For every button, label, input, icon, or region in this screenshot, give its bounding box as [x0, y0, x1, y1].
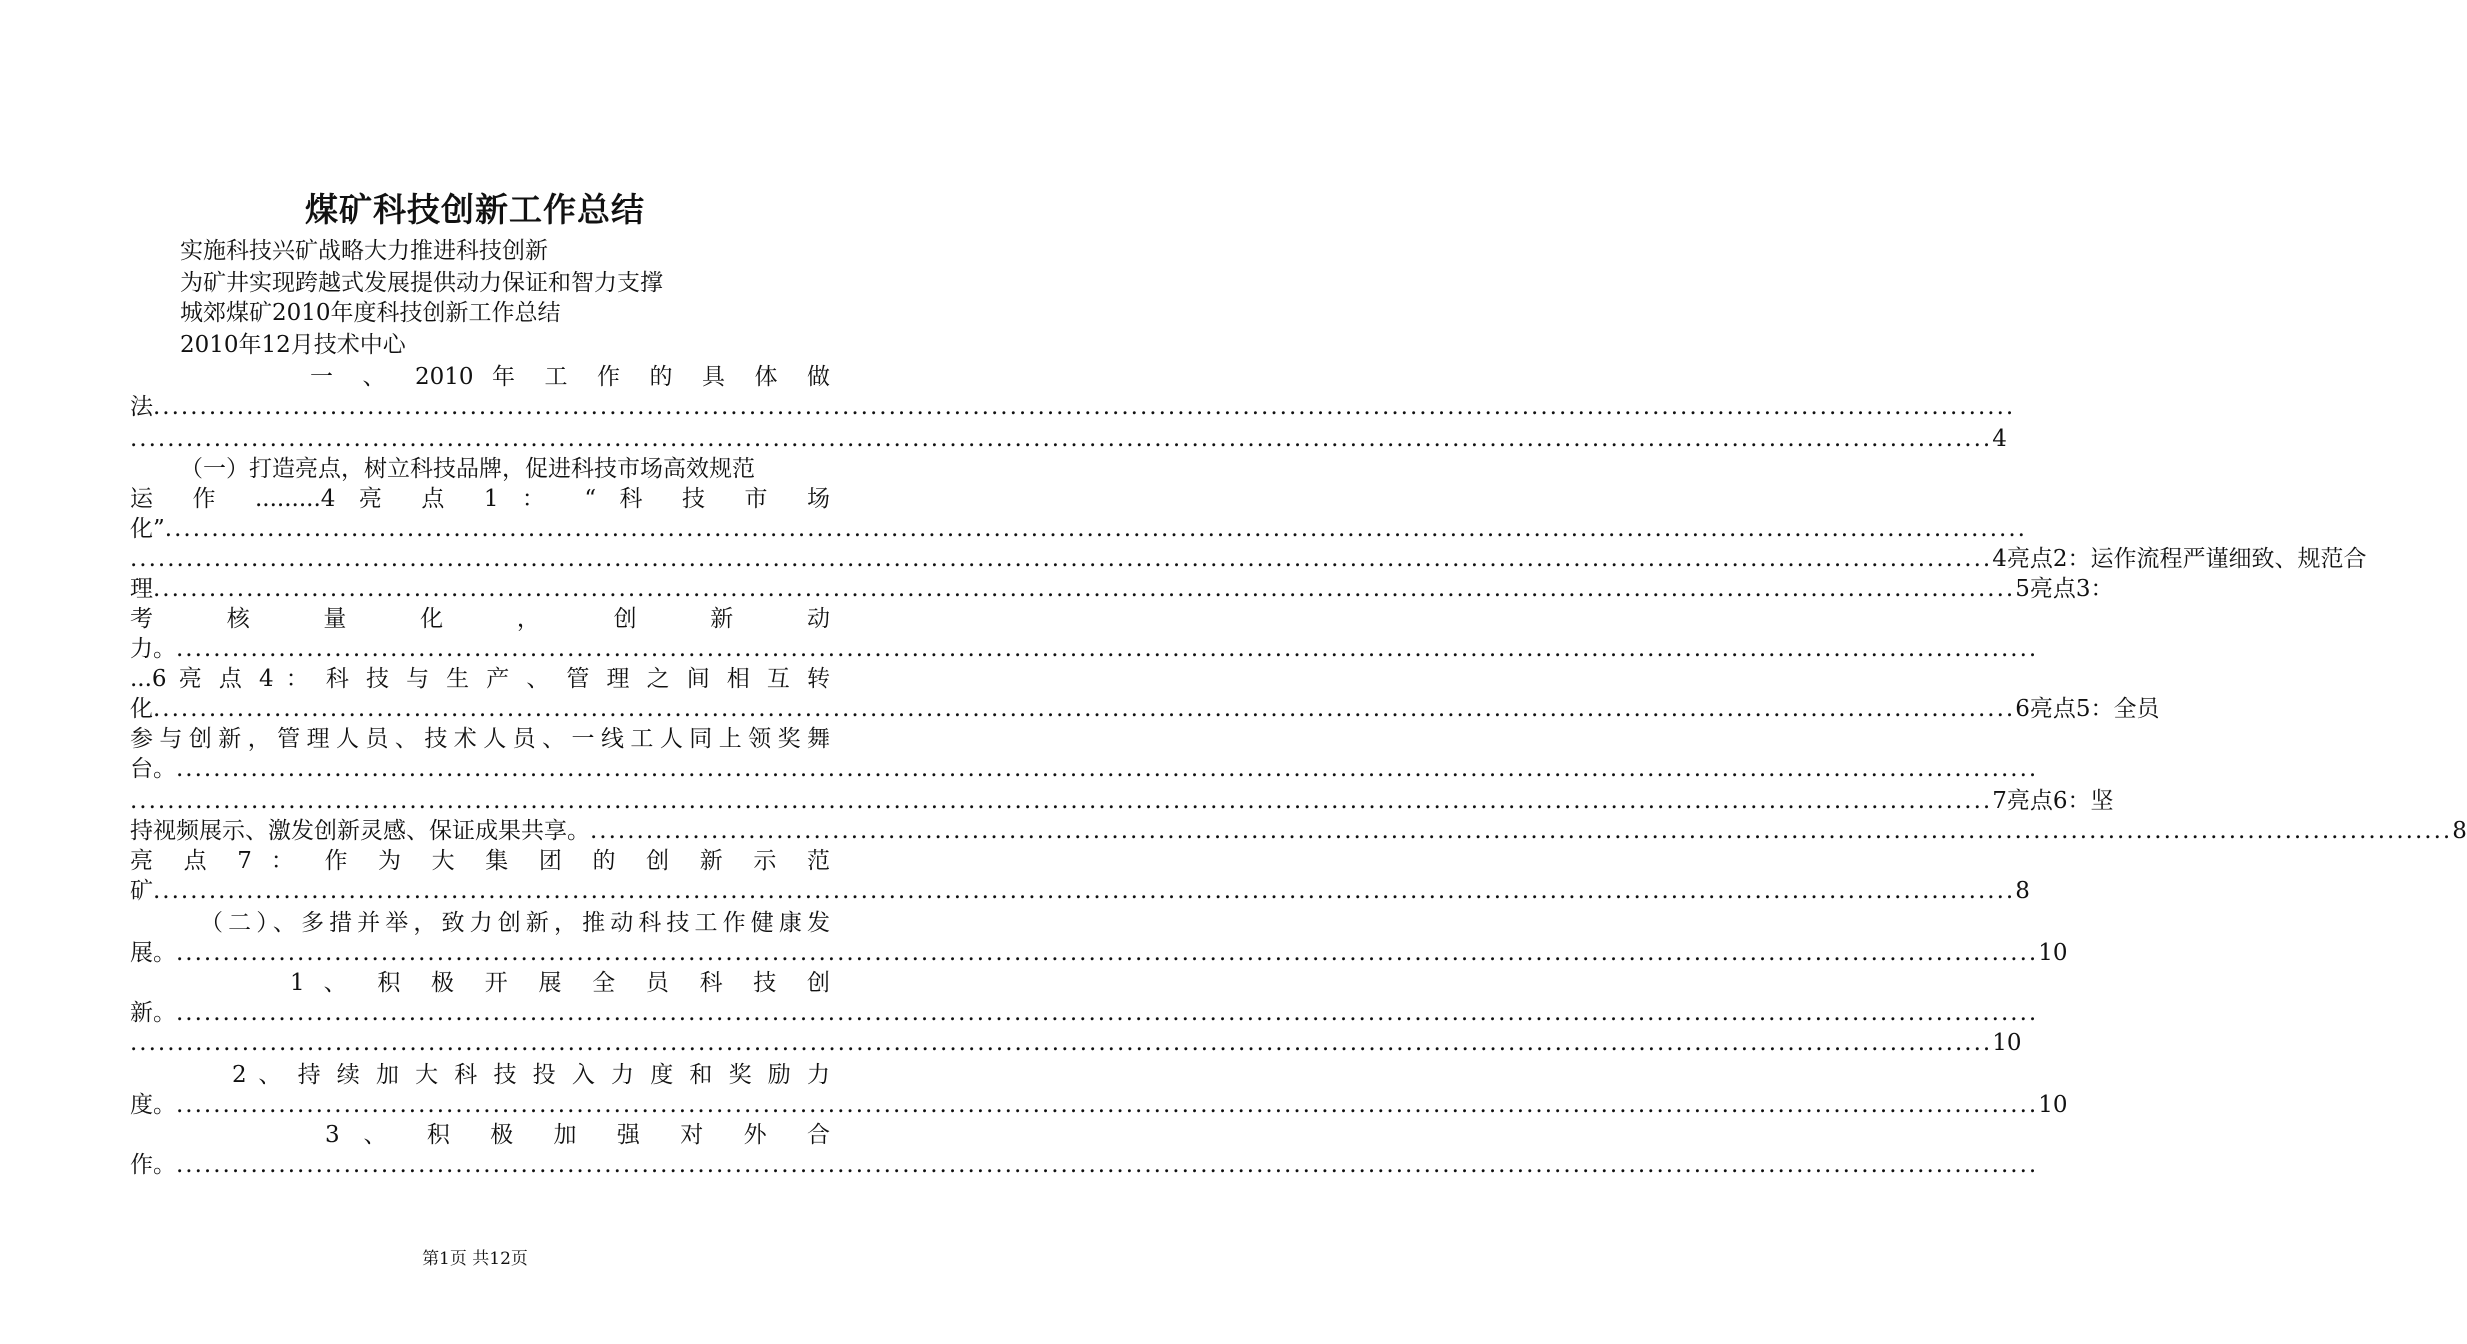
toc-leader: ........................................................................................................................................................................................................ — [590, 818, 2453, 844]
toc-leader: ........................................................................................................................................................................................................ — [153, 878, 2016, 904]
toc-leader: ........................................................................................................................................................................................................ — [176, 940, 2039, 966]
toc-line — [130, 694, 2160, 724]
intro-line-1: 实施科技兴矿战略大力推进科技创新 — [180, 238, 548, 264]
toc-line — [130, 1028, 2022, 1058]
toc-page-number: 10 — [1992, 1030, 2022, 1056]
toc-leader: ........................................................................................................................................................................................................ — [153, 696, 2016, 722]
toc-text: 理 — [130, 576, 153, 602]
intro-line-4: 2010年12月技术中心 — [180, 332, 406, 358]
toc-leader: ........................................................................................................................................................................................................ — [130, 546, 1993, 572]
toc-line: 运 作 .........4 亮 点 1 ： “ 科 技 市 场 — [130, 486, 830, 512]
toc-text: 4亮点2：运作流程严谨细致、规范合 — [1992, 546, 2367, 572]
toc-line — [130, 816, 2467, 846]
toc-leader: ........................................................................................................................................................................................................ — [176, 1092, 2039, 1118]
toc-line: 2 、 持 续 加 大 科 技 投 入 力 度 和 奖 励 力 — [232, 1062, 830, 1088]
toc-line — [130, 544, 2367, 574]
toc-leader: ........................................................................................................................................................................................................ — [130, 426, 1993, 452]
toc-text: 化 — [130, 696, 153, 722]
toc-line: 1 、 积 极 开 展 全 员 科 技 创 — [290, 970, 830, 996]
toc-page-number: 8 — [2015, 878, 2030, 904]
toc-text: 度。 — [130, 1092, 176, 1118]
toc-text: 持视频展示、激发创新灵感、保证成果共享。 — [130, 818, 590, 844]
toc-line — [130, 876, 2030, 906]
toc-text: 新。 — [130, 1000, 176, 1026]
toc-line: （一）打造亮点，树立科技品牌，促进科技市场高效规范 — [180, 456, 755, 482]
intro-line-3: 城郊煤矿2010年度科技创新工作总结 — [180, 300, 561, 326]
toc-line — [130, 514, 2027, 544]
toc-text: 化” — [130, 516, 165, 542]
toc-text: 5亮点3： — [2015, 576, 2114, 602]
toc-leader: ........................................................................................................................................................................................................ — [153, 576, 2016, 602]
toc-text: 7亮点6：坚 — [1992, 788, 2114, 814]
document-title: 煤矿科技创新工作总结 — [305, 190, 645, 229]
toc-text: 作。 — [130, 1152, 176, 1178]
toc-page-number: 10 — [2038, 940, 2068, 966]
toc-line — [130, 786, 2114, 816]
toc-page-number: 10 — [2038, 1092, 2068, 1118]
toc-leader: ........................................................................................................................................................................................................ — [176, 756, 2039, 782]
toc-line: 一 、 2010 年 工 作 的 具 体 做 — [310, 364, 830, 390]
toc-line — [130, 938, 2068, 968]
toc-text: 法 — [130, 394, 153, 420]
toc-line: 3 、 积 极 加 强 对 外 合 — [325, 1122, 830, 1148]
toc-line — [130, 392, 2016, 422]
toc-leader: ........................................................................................................................................................................................................ — [130, 788, 1993, 814]
toc-line: （二）、多措并举，致力创新，推动科技工作健康发 — [200, 910, 830, 936]
toc-line — [130, 998, 2039, 1028]
page-footer: 第1页 共12页 — [422, 1249, 528, 1269]
toc-line — [130, 574, 2114, 604]
toc-line — [130, 1150, 2039, 1180]
toc-line — [130, 634, 2039, 664]
toc-text: 台。 — [130, 756, 176, 782]
intro-line-2: 为矿井实现跨越式发展提供动力保证和智力支撑 — [180, 270, 663, 296]
toc-line: 考 核 量 化 ， 创 新 动 — [130, 606, 830, 632]
toc-leader: ........................................................................................................................................................................................................ — [164, 516, 2027, 542]
toc-text: 矿 — [130, 878, 153, 904]
toc-text: 力。 — [130, 636, 176, 662]
toc-line: 参与创新，管理人员、技术人员、一线工人同上领奖舞 — [130, 726, 830, 752]
toc-line — [130, 1090, 2068, 1120]
toc-leader: ........................................................................................................................................................................................................ — [176, 1000, 2039, 1026]
toc-text: 展。 — [130, 940, 176, 966]
toc-leader: ........................................................................................................................................................................................................ — [130, 1030, 1993, 1056]
toc-line — [130, 424, 2007, 454]
toc-line: 亮 点 7 ： 作 为 大 集 团 的 创 新 示 范 — [130, 848, 830, 874]
toc-page-number: 4 — [1992, 426, 2007, 452]
toc-leader: ........................................................................................................................................................................................................ — [176, 636, 2039, 662]
toc-page-number: 8 — [2452, 818, 2467, 844]
toc-text: 6亮点5：全员 — [2015, 696, 2160, 722]
toc-leader: ........................................................................................................................................................................................................ — [176, 1152, 2039, 1178]
toc-line — [130, 754, 2039, 784]
toc-leader: ........................................................................................................................................................................................................ — [153, 394, 2016, 420]
toc-line: ...6 亮 点 4 ： 科 技 与 生 产 、 管 理 之 间 相 互 转 — [130, 666, 830, 692]
